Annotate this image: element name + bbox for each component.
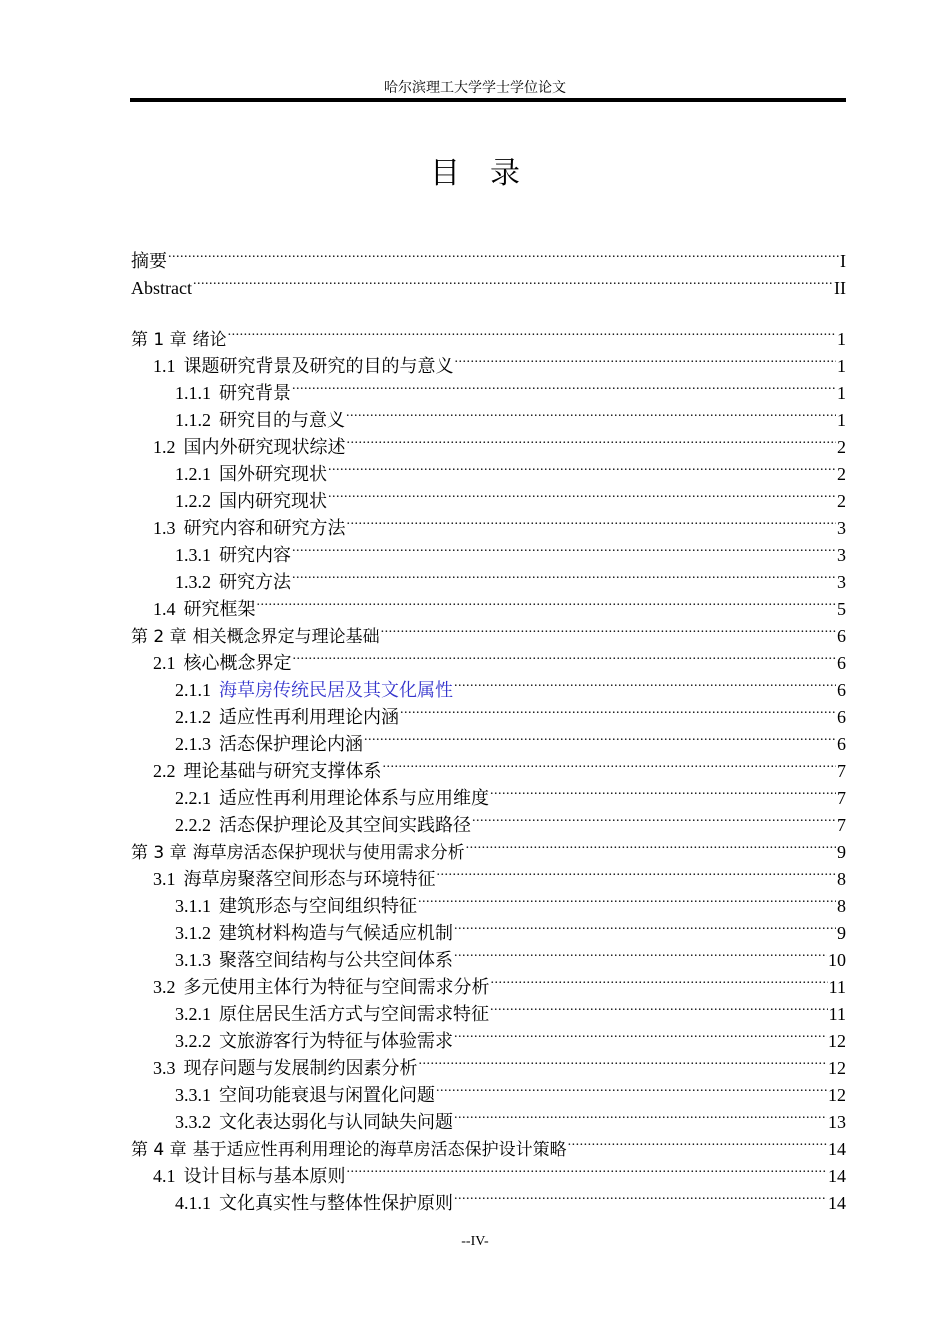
toc-entry-page: 6 bbox=[837, 680, 846, 700]
toc-entry-title: 文化真实性与整体性保护原则 bbox=[219, 1193, 453, 1213]
toc-entry-label bbox=[175, 893, 417, 920]
toc-entry-title: 国内外研究现状综述 bbox=[183, 437, 346, 457]
toc-entry-number: 3.2 bbox=[153, 977, 176, 997]
toc-entry-page: 14 bbox=[828, 1139, 846, 1159]
toc-entry-label bbox=[153, 866, 436, 893]
toc-dot-leader bbox=[454, 669, 836, 696]
toc-entry-number: 3.1.2 bbox=[175, 923, 211, 943]
toc-dot-leader bbox=[454, 1182, 827, 1209]
header-rule bbox=[130, 98, 846, 102]
toc-entry-page: 1 bbox=[837, 329, 846, 349]
toc-entry-page: 9 bbox=[837, 842, 846, 862]
toc-entry-title: 国内研究现状 bbox=[219, 491, 327, 511]
toc-entry-page: II bbox=[834, 278, 846, 298]
toc-entry-number: 1.3.2 bbox=[175, 572, 211, 592]
toc-entry-label bbox=[131, 275, 192, 302]
toc-dot-leader bbox=[381, 615, 836, 642]
toc-dot-leader bbox=[347, 1155, 828, 1182]
toc-entry-title: 活态保护理论内涵 bbox=[219, 734, 363, 754]
toc-entry-title: 活态保护理论及其空间实践路径 bbox=[219, 815, 471, 835]
toc-entry-page: 13 bbox=[828, 1112, 846, 1132]
toc-entry-page: I bbox=[840, 251, 846, 271]
toc-dot-leader bbox=[491, 966, 828, 993]
toc-entry-title: 研究背景 bbox=[219, 383, 291, 403]
toc-entry-title: 聚落空间结构与公共空间体系 bbox=[219, 950, 453, 970]
toc-dot-leader bbox=[454, 1020, 827, 1047]
toc-entry-page: 6 bbox=[837, 653, 846, 673]
table-of-contents bbox=[131, 240, 846, 1213]
toc-entry-page: 14 bbox=[828, 1193, 846, 1213]
toc-entry-page: 1 bbox=[837, 356, 846, 376]
toc-dot-leader bbox=[418, 885, 836, 912]
toc-entry-label bbox=[175, 785, 489, 812]
toc-entry-title: 海草房活态保护现状与使用需求分析 bbox=[192, 843, 465, 863]
toc-entry-title: 摘要 bbox=[131, 251, 167, 271]
toc-entry-title: 基于适应性再利用理论的海草房活态保护设计策略 bbox=[192, 1140, 567, 1160]
toc-dot-leader bbox=[168, 240, 839, 267]
toc-entry-label bbox=[175, 461, 327, 488]
toc-dot-leader bbox=[292, 372, 836, 399]
toc-dot-leader bbox=[472, 804, 836, 831]
toc-entry-page: 3 bbox=[837, 545, 846, 565]
toc-dot-leader bbox=[228, 318, 836, 345]
toc-dot-leader bbox=[347, 426, 837, 453]
toc-entry-number: 3.3 bbox=[153, 1058, 176, 1078]
toc-dot-leader bbox=[383, 750, 837, 777]
toc-entry-page: 12 bbox=[828, 1058, 846, 1078]
toc-entry[interactable] bbox=[131, 267, 846, 298]
toc-entry-label bbox=[131, 248, 167, 275]
toc-entry-label bbox=[131, 840, 465, 867]
toc-dot-leader bbox=[568, 1128, 827, 1155]
toc-entry-title: 建筑材料构造与气候适应机制 bbox=[219, 923, 453, 943]
toc-entry-page: 3 bbox=[837, 572, 846, 592]
toc-entry-number: 1.1 bbox=[153, 356, 176, 376]
toc-entry-number: 第 2 章 bbox=[131, 627, 187, 647]
toc-dot-leader bbox=[328, 480, 836, 507]
toc-entry-page: 2 bbox=[837, 437, 846, 457]
toc-dot-leader bbox=[454, 912, 836, 939]
toc-entry-page: 7 bbox=[837, 761, 846, 781]
toc-dot-leader bbox=[437, 858, 837, 885]
toc-entry-number: 1.2 bbox=[153, 437, 176, 457]
toc-entry-page: 8 bbox=[837, 869, 846, 889]
toc-entry-number: 1.4 bbox=[153, 599, 176, 619]
toc-dot-leader bbox=[346, 399, 836, 426]
toc-entry-title: 研究框架 bbox=[183, 599, 256, 619]
toc-entry-title: 研究方法 bbox=[219, 572, 291, 592]
toc-entry-page: 6 bbox=[837, 626, 846, 646]
toc-entry-number: 2.2.1 bbox=[175, 788, 211, 808]
toc-entry-label bbox=[175, 1001, 489, 1028]
toc-entry-page: 14 bbox=[828, 1166, 846, 1186]
toc-entry-title: 研究目的与意义 bbox=[219, 410, 345, 430]
toc-entry-page: 11 bbox=[828, 977, 846, 997]
toc-entry-number: 1.1.2 bbox=[175, 410, 211, 430]
page-title: 目录 bbox=[430, 156, 550, 191]
toc-entry-number: 3.2.1 bbox=[175, 1004, 211, 1024]
toc-entry-number: 3.3.2 bbox=[175, 1112, 211, 1132]
toc-entry-label bbox=[175, 1190, 453, 1217]
toc-dot-leader bbox=[490, 777, 836, 804]
toc-entry-number: 3.1.3 bbox=[175, 950, 211, 970]
toc-entry-page: 1 bbox=[837, 383, 846, 403]
toc-entry-title: 文旅游客行为特征与体验需求 bbox=[219, 1031, 453, 1051]
toc-entry-page: 6 bbox=[837, 707, 846, 727]
toc-entry[interactable] bbox=[131, 240, 846, 271]
toc-entry-label bbox=[175, 812, 471, 839]
toc-dot-leader bbox=[454, 939, 827, 966]
toc-entry-label bbox=[153, 596, 256, 623]
toc-entry-page: 2 bbox=[837, 491, 846, 511]
toc-entry-number: 2.1.2 bbox=[175, 707, 211, 727]
toc-entry-number: 3.1 bbox=[153, 869, 176, 889]
toc-entry-page: 12 bbox=[828, 1085, 846, 1105]
toc-entry-number: 第 3 章 bbox=[131, 843, 187, 863]
toc-entry-number: 第 1 章 bbox=[131, 330, 187, 350]
toc-entry-page: 8 bbox=[837, 896, 846, 916]
page-number: --IV- bbox=[461, 1234, 489, 1249]
toc-entry-title: 多元使用主体行为特征与空间需求分析 bbox=[183, 977, 490, 997]
toc-entry-number: 1.2.1 bbox=[175, 464, 211, 484]
toc-entry-label bbox=[175, 542, 291, 569]
toc-entry-page: 12 bbox=[828, 1031, 846, 1051]
toc-entry-title: 空间功能衰退与闲置化问题 bbox=[219, 1085, 435, 1105]
running-header: 哈尔滨理工大学学士学位论文 bbox=[384, 81, 566, 96]
toc-dot-leader bbox=[400, 696, 836, 723]
toc-entry[interactable] bbox=[131, 318, 846, 350]
toc-entry-page: 9 bbox=[837, 923, 846, 943]
toc-entry-title: 课题研究背景及研究的目的与意义 bbox=[183, 356, 454, 376]
toc-entry-title: 海草房传统民居及其文化属性 bbox=[219, 680, 453, 700]
toc-entry-title: 适应性再利用理论体系与应用维度 bbox=[219, 788, 489, 808]
toc-entry-page: 1 bbox=[837, 410, 846, 430]
toc-entry-title: 理论基础与研究支撑体系 bbox=[183, 761, 382, 781]
toc-entry-label bbox=[175, 407, 345, 434]
toc-entry-title: 设计目标与基本原则 bbox=[183, 1166, 346, 1186]
toc-entry-title: 建筑形态与空间组织特征 bbox=[219, 896, 417, 916]
toc-entry-number: 1.3 bbox=[153, 518, 176, 538]
toc-dot-leader bbox=[454, 1101, 827, 1128]
toc-entry-number: 4.1 bbox=[153, 1166, 176, 1186]
toc-entry-page: 3 bbox=[837, 518, 846, 538]
toc-entry-title: 国外研究现状 bbox=[219, 464, 327, 484]
toc-entry-number: 2.2 bbox=[153, 761, 176, 781]
toc-entry-label bbox=[175, 488, 327, 515]
toc-entry-title: 研究内容和研究方法 bbox=[183, 518, 346, 538]
toc-entry[interactable] bbox=[131, 345, 846, 376]
toc-entry-page: 2 bbox=[837, 464, 846, 484]
toc-entry-number: 3.1.1 bbox=[175, 896, 211, 916]
toc-entry-page: 10 bbox=[828, 950, 846, 970]
toc-entry-title: 现存问题与发展制约因素分析 bbox=[183, 1058, 418, 1078]
toc-dot-leader bbox=[455, 345, 837, 372]
toc-dot-leader bbox=[347, 507, 837, 534]
toc-entry-title: 海草房聚落空间形态与环境特征 bbox=[183, 869, 436, 889]
toc-entry-title: 核心概念界定 bbox=[183, 653, 292, 673]
toc-entry-label bbox=[175, 947, 453, 974]
toc-entry-label bbox=[175, 731, 363, 758]
toc-entry-label bbox=[153, 1163, 346, 1190]
toc-entry-number: 2.2.2 bbox=[175, 815, 211, 835]
toc-dot-leader bbox=[328, 453, 836, 480]
toc-entry-page: 7 bbox=[837, 788, 846, 808]
toc-entry-label bbox=[153, 1055, 418, 1082]
toc-entry-title: 绪论 bbox=[192, 330, 227, 350]
toc-dot-leader bbox=[466, 831, 836, 858]
toc-entry-number: 3.2.2 bbox=[175, 1031, 211, 1051]
toc-entry-number: 1.1.1 bbox=[175, 383, 211, 403]
toc-entry-title: 原住居民生活方式与空间需求特征 bbox=[219, 1004, 489, 1024]
toc-entry-page: 7 bbox=[837, 815, 846, 835]
toc-entry-label bbox=[175, 1109, 453, 1136]
toc-entry-title: Abstract bbox=[131, 278, 192, 298]
toc-entry-label bbox=[153, 650, 292, 677]
toc-entry-label bbox=[175, 920, 453, 947]
toc-dot-leader bbox=[293, 642, 837, 669]
toc-entry-title: 相关概念界定与理论基础 bbox=[192, 627, 380, 647]
toc-entry-page: 6 bbox=[837, 734, 846, 754]
toc-entry-label bbox=[175, 380, 291, 407]
toc-dot-leader bbox=[364, 723, 836, 750]
toc-entry-number: 4.1.1 bbox=[175, 1193, 211, 1213]
toc-entry-title: 适应性再利用理论内涵 bbox=[219, 707, 399, 727]
toc-dot-leader bbox=[193, 267, 833, 294]
toc-entry-page: 11 bbox=[828, 1004, 846, 1024]
toc-entry-page: 5 bbox=[837, 599, 846, 619]
toc-entry-label bbox=[131, 327, 227, 354]
toc-entry-label bbox=[153, 974, 490, 1001]
toc-dot-leader bbox=[419, 1047, 828, 1074]
toc-entry-number: 3.3.1 bbox=[175, 1085, 211, 1105]
toc-entry-number: 2.1 bbox=[153, 653, 176, 673]
toc-dot-leader bbox=[490, 993, 828, 1020]
toc-entry-number: 第 4 章 bbox=[131, 1140, 187, 1160]
toc-entry-title: 文化表达弱化与认同缺失问题 bbox=[219, 1112, 453, 1132]
toc-entry-label bbox=[153, 758, 382, 785]
toc-entry-number: 2.1.3 bbox=[175, 734, 211, 754]
toc-dot-leader bbox=[292, 561, 836, 588]
toc-entry-label bbox=[175, 1028, 453, 1055]
toc-entry-number: 2.1.1 bbox=[175, 680, 211, 700]
toc-dot-leader bbox=[436, 1074, 827, 1101]
toc-entry-number: 1.3.1 bbox=[175, 545, 211, 565]
toc-entry-title: 研究内容 bbox=[219, 545, 291, 565]
toc-dot-leader bbox=[292, 534, 836, 561]
toc-entry-number: 1.2.2 bbox=[175, 491, 211, 511]
toc-entry-label bbox=[153, 434, 346, 461]
toc-entry-label bbox=[175, 1082, 435, 1109]
toc-dot-leader bbox=[257, 588, 837, 615]
